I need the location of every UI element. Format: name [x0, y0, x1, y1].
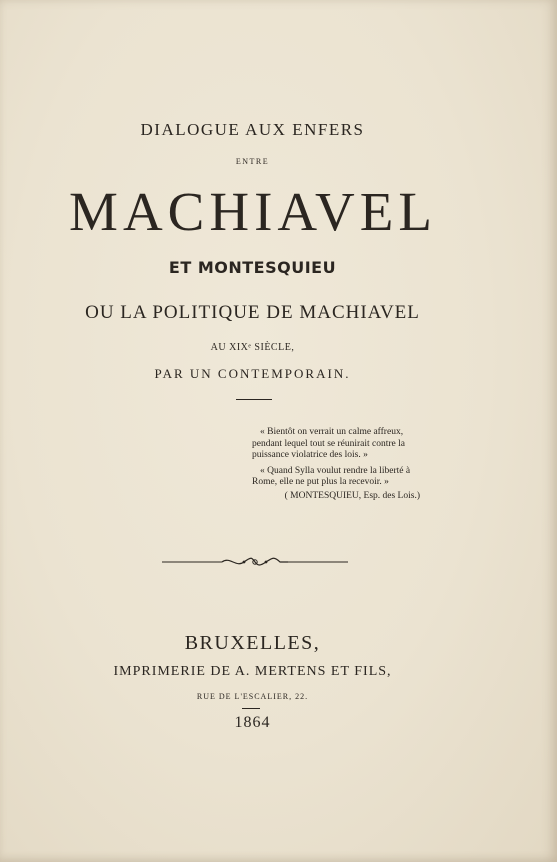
- year-rule: [242, 708, 260, 709]
- ornament-divider-icon: [160, 554, 350, 570]
- epigraph-quote-1: « Bientôt on verrait un calme affreux, pendant lequel tout se réunirait contre la puissance violatrice des lois. »: [252, 427, 405, 460]
- subtitle-politique: OU LA POLITIQUE DE MACHIAVEL: [85, 302, 420, 323]
- imprint-city: BRUXELLES,: [184, 632, 321, 654]
- epigraph-citation: ( MONTESQUIEU, Esp. des Lois.): [284, 490, 420, 501]
- title-line-dialogue: DIALOGUE AUX ENFERS: [140, 120, 365, 139]
- divider-rule: [236, 399, 272, 400]
- imprint-year: 1864: [234, 714, 271, 731]
- subtitle-century: AU XIXᵉ SIÈCLE,: [210, 342, 295, 353]
- title-line-montesquieu: ET MONTESQUIEU: [168, 258, 337, 277]
- author-line: PAR UN CONTEMPORAIN.: [154, 366, 351, 381]
- epigraph-quote-2: « Quand Sylla voulut rendre la liberté à Rome, elle ne put plus la recevoir. »: [252, 465, 411, 487]
- imprint-printer: IMPRIMERIE DE A. MERTENS ET FILS,: [113, 664, 392, 679]
- title-line-entre: ENTRE: [235, 157, 270, 166]
- imprint-address: RUE DE L'ESCALIER, 22.: [196, 692, 309, 701]
- title-main-machiavel: MACHIAVEL: [69, 181, 437, 242]
- epigraph: [252, 427, 420, 502]
